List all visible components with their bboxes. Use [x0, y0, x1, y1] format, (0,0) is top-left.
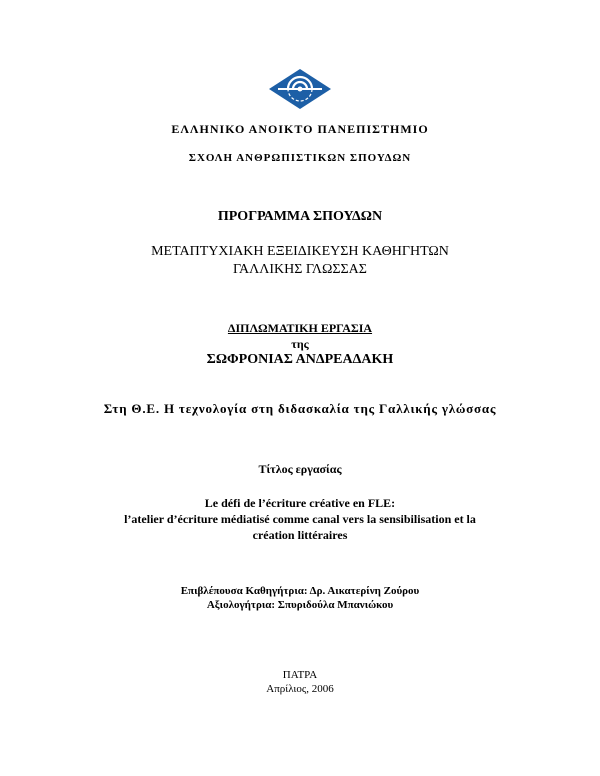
thesis-label: ΔΙΠΛΩΜΑΤΙΚΗ ΕΡΓΑΣΙΑ	[227, 321, 373, 335]
work-title-label: Τίτλος εργασίας	[258, 462, 342, 476]
program-title: ΠΡΟΓΡΑΜΜΑ ΣΠΟΥΔΩΝ	[217, 209, 383, 224]
thesis-module: Στη Θ.Ε. Η τεχνολογία στη διδασκαλία της Γαλλικής γλώσσας	[103, 401, 497, 416]
program-line-1: ΜΕΤΑΠΤΥΧΙΑΚΗ ΕΞΕΙΔΙΚΕΥΣΗ ΚΑΘΗΓΗΤΩΝ	[151, 244, 449, 259]
work-title-line-1: Le défi de l’écriture créative en FLE:	[204, 496, 396, 510]
university-logo-icon	[268, 68, 332, 110]
thesis-of: της	[291, 337, 309, 351]
supervisor: Επιβλέπουσα Καθηγήτρια: Δρ. Αικατερίνη Ζούρου	[180, 585, 420, 597]
thesis-author: ΣΩΦΡΟΝΙΑΣ ΑΝΔΡΕΑΔΑΚΗ	[206, 352, 394, 367]
school-name: ΣΧΟΛΗ ΑΝΘΡΩΠΙΣΤΙΚΩΝ ΣΠΟΥΔΩΝ	[188, 152, 412, 164]
university-name: ΕΛΛΗΝΙΚΟ ΑΝΟΙΚΤΟ ΠΑΝΕΠΙΣΤΗΜΙΟ	[171, 122, 429, 136]
evaluator: Αξιολογήτρια: Σπυριδούλα Μπανιώκου	[206, 599, 394, 611]
date: Απρίλιος, 2006	[266, 683, 334, 695]
city: ΠΑΤΡΑ	[282, 669, 318, 681]
work-title-line-2: l’atelier d’écriture médiatisé comme canal vers la sensibilisation et la	[124, 512, 476, 526]
program-line-2: ΓΑΛΛΙΚΗΣ ΓΛΩΣΣΑΣ	[233, 262, 367, 277]
work-title-line-3: création littéraires	[252, 528, 348, 542]
